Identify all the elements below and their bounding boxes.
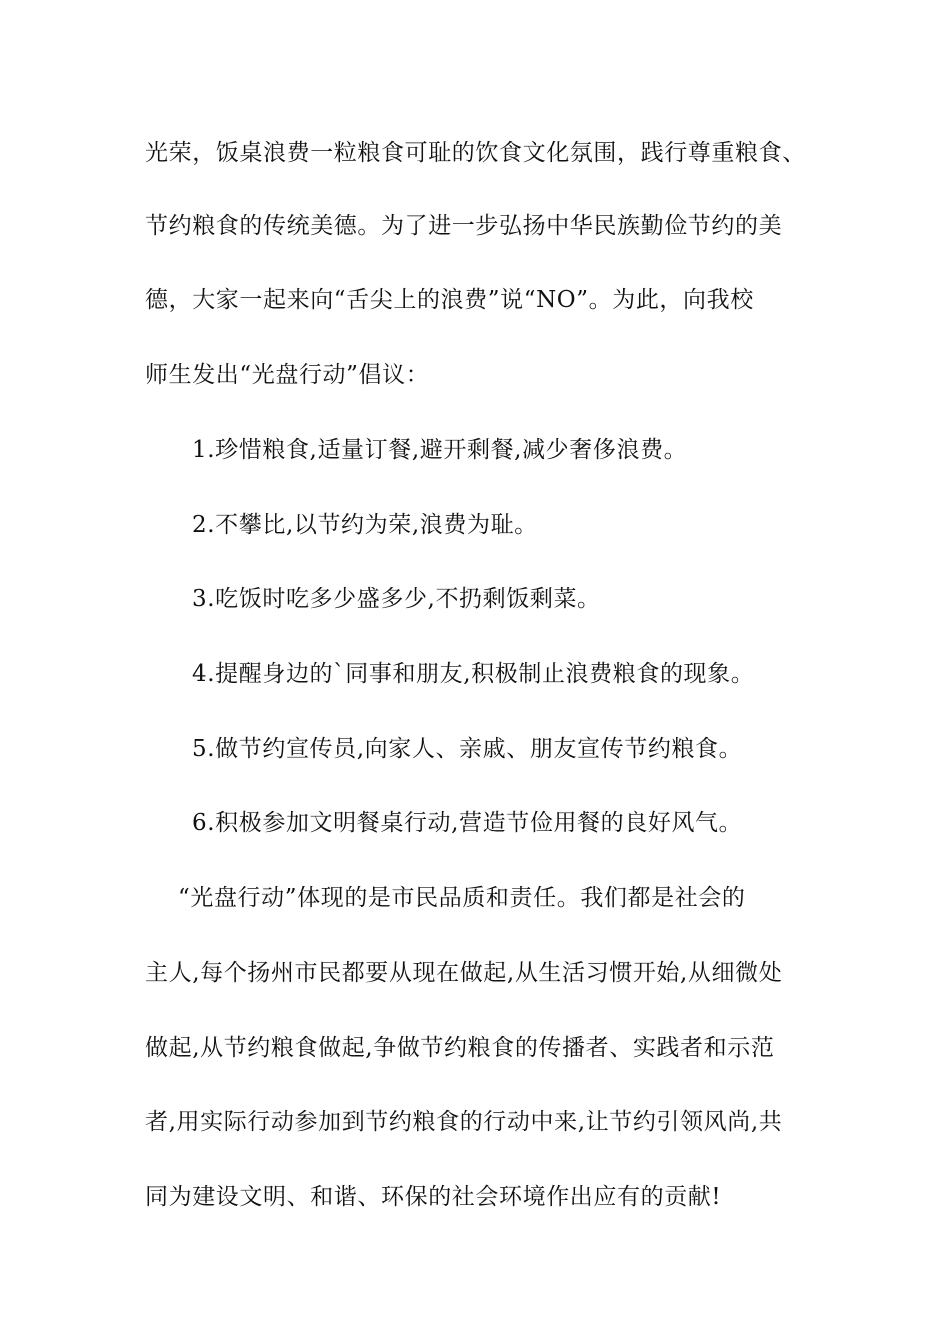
- closing-line: “光盘行动”体现的是市民品质和责任。我们都是社会的: [178, 885, 746, 911]
- intro-line: 节约粮食的传统美德。为了进一步弘扬中华民族勤俭节约的美: [145, 213, 783, 239]
- intro-line: 德，大家一起来向“舌尖上的浪费”说“NO”。为此，向我校: [145, 287, 754, 313]
- proposal-item: 6.积极参加文明餐桌行动,营造节俭用餐的良好风气。: [192, 810, 743, 836]
- intro-line: 光荣，饭桌浪费一粒粮食可耻的饮食文化氛围，践行尊重粮食、: [145, 140, 806, 166]
- proposal-item: 1.珍惜粮食,适量订餐,避开剩餐,减少奢侈浪费。: [192, 437, 688, 463]
- intro-line: 师生发出“光盘行动”倡议：: [145, 362, 430, 388]
- proposal-item: 5.做节约宣传员,向家人、亲戚、朋友宣传节约粮食。: [192, 736, 743, 762]
- closing-line: 主人,每个扬州市民都要从现在做起,从生活习惯开始,从细微处: [145, 960, 783, 986]
- proposal-item: 2.不攀比,以节约为荣,浪费为耻。: [192, 512, 538, 538]
- closing-line: 同为建设文明、和谐、环保的社会环境作出应有的贡献!: [145, 1184, 722, 1210]
- proposal-item: 3.吃饭时吃多少盛多少,不扔剩饭剩菜。: [192, 586, 601, 612]
- closing-line: 者,用实际行动参加到节约粮食的行动中来,让节约引领风尚,共: [145, 1109, 783, 1135]
- closing-line: 做起,从节约粮食做起,争做节约粮食的传播者、实践者和示范: [145, 1035, 775, 1061]
- proposal-item: 4.提醒身边的`同事和朋友,积极制止浪费粮食的现象。: [192, 661, 755, 687]
